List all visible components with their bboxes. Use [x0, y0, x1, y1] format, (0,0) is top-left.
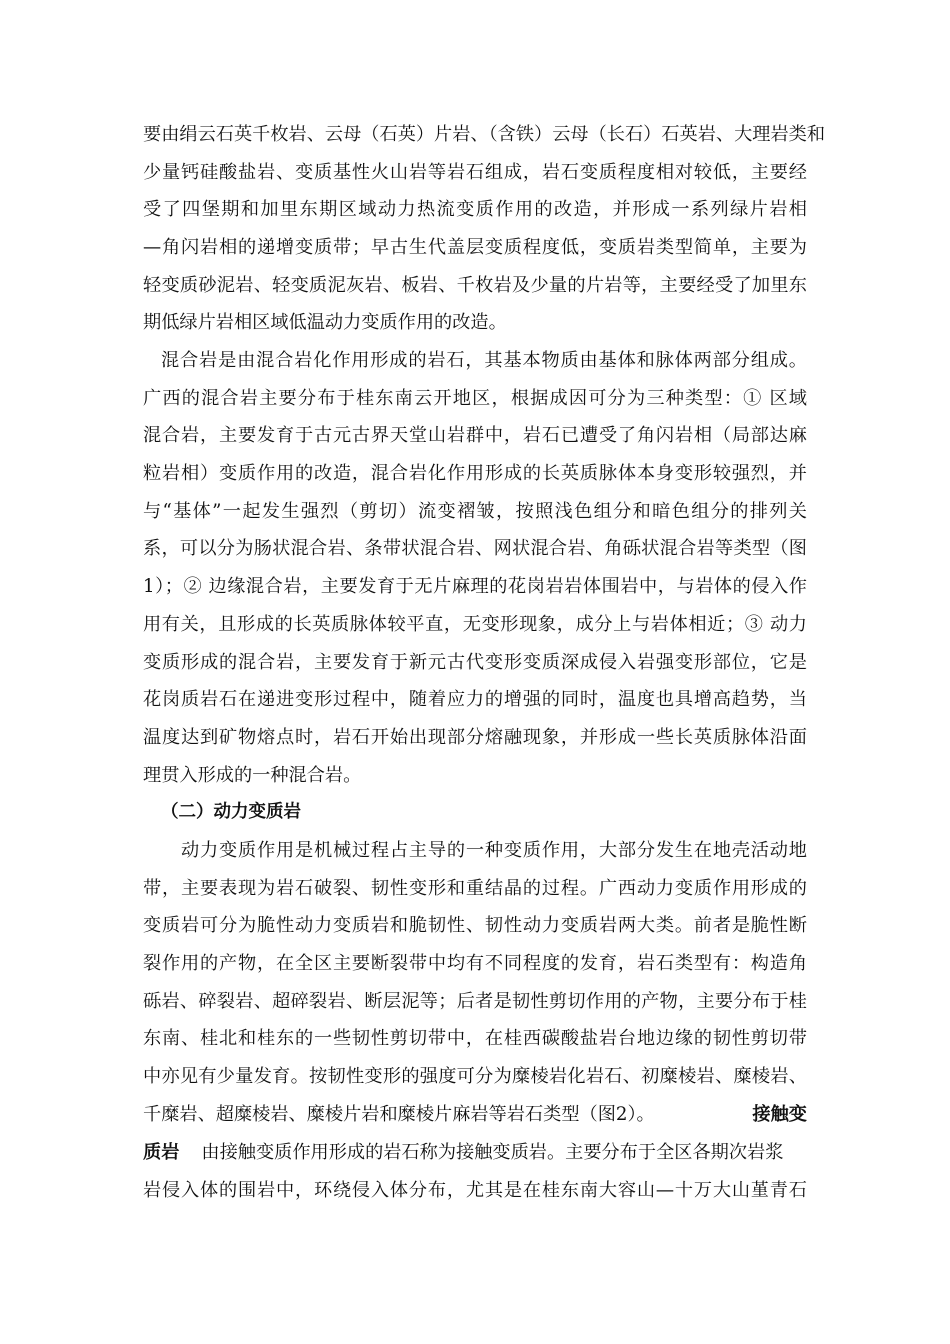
text-line: 受了四堡期和加里东期区域动力热流变质作用的改造，并形成一系列绿片岩相 [143, 199, 807, 221]
text-line: 变质形成的混合岩，主要发育于新元古代变形变质深成侵入岩强变形部位，它是 [143, 651, 807, 673]
paragraph-dynamic-metamorphism [143, 832, 807, 1134]
text-line: 1）；② 边缘混合岩，主要发育于无片麻理的花岗岩岩体围岩中，与岩体的侵入作 [143, 576, 807, 598]
text-line: 砾岩、碎裂岩、超碎裂岩、断层泥等；后者是韧性剪切作用的产物，主要分布于桂 [143, 990, 807, 1012]
paragraph-metamorphic-rocks [143, 116, 826, 342]
paragraph-contact-metamorphism [143, 1134, 807, 1209]
text-line-body: 千糜岩、超糜棱岩、糜棱片岩和糜棱片麻岩等岩石类型（图2）。 [143, 1103, 655, 1125]
paragraph-migmatite [143, 342, 807, 794]
text-line [143, 1134, 807, 1172]
text-line: 裂作用的产物，在全区主要断裂带中均有不同程度的发育，岩石类型有：构造角 [143, 953, 807, 975]
text-line: 轻变质砂泥岩、轻变质泥灰岩、板岩、千枚岩及少量的片岩等，主要经受了加里东 [143, 274, 807, 296]
text-line [143, 1096, 807, 1134]
text-line: 粒岩相）变质作用的改造，混合岩化作用形成的长英质脉体本身变形较强烈，并 [143, 463, 807, 485]
text-line: 东南、桂北和桂东的一些韧性剪切带中，在桂西碳酸盐岩台地边缘的韧性剪切带 [143, 1028, 807, 1050]
section-heading-container [143, 794, 807, 832]
text-line: 中亦见有少量发育。按韧性变形的强度可分为糜棱岩化岩石、初糜棱岩、糜棱岩、 [143, 1066, 807, 1088]
contact-metamorphic-term-start: 接触变 [752, 1103, 807, 1125]
text-line-body: 由接触变质作用形成的岩石称为接触变质岩。主要分布于全区各期次岩浆 [201, 1142, 784, 1163]
text-line: 花岗质岩石在递进变形过程中，随着应力的增强的同时，温度也具增高趋势，当 [143, 689, 807, 711]
text-line: 变质岩可分为脆性动力变质岩和脆韧性、韧性动力变质岩两大类。前者是脆性断 [143, 915, 807, 937]
text-line: 少量钙硅酸盐岩、变质基性火山岩等岩石组成，岩石变质程度相对较低，主要经 [143, 161, 807, 183]
text-line: 期低绿片岩相区域低温动力变质作用的改造。 [143, 312, 507, 334]
text-line: 要由绢云石英千枚岩、云母（石英）片岩、（含铁）云母（长石）石英岩、大理岩类和 [143, 124, 826, 145]
text-line: 广西的混合岩主要分布于桂东南云开地区，根据成因可分为三种类型：① 区域 [143, 387, 807, 409]
text-line: 理贯入形成的一种混合岩。 [143, 764, 362, 786]
text-line: 混合岩，主要发育于古元古界天堂山岩群中，岩石已遭受了角闪岩相（局部达麻 [143, 425, 807, 447]
contact-metamorphic-term-end: 质岩 [143, 1142, 180, 1163]
text-line: 带，主要表现为岩石破裂、韧性变形和重结晶的过程。广西动力变质作用形成的 [143, 877, 807, 899]
text-line: 用有关，且形成的长英质脉体较平直，无变形现象，成分上与岩体相近；③ 动力 [143, 613, 807, 635]
text-line: 温度达到矿物熔点时，岩石开始出现部分熔融现象，并形成一些长英质脉体沿面 [143, 726, 807, 748]
text-line: 动力变质作用是机械过程占主导的一种变质作用，大部分发生在地壳活动地 [181, 840, 807, 861]
text-line: 系，可以分为肠状混合岩、条带状混合岩、网状混合岩、角砾状混合岩等类型（图 [143, 538, 807, 560]
text-line: 与“基体”一起发生强烈（剪切）流变褶皱，按照浅色组分和暗色组分的排列关 [143, 500, 807, 522]
section-heading: （二）动力变质岩 [161, 802, 301, 822]
text-line: 混合岩是由混合岩化作用形成的岩石，其基本物质由基体和脉体两部分组成。 [161, 350, 807, 371]
text-line: —角闪岩相的递增变质带；早古生代盖层变质程度低，变质岩类型简单，主要为 [143, 237, 807, 259]
text-line: 岩侵入体的围岩中，环绕侵入体分布，尤其是在桂东南大容山—十万大山堇青石 [143, 1179, 807, 1201]
